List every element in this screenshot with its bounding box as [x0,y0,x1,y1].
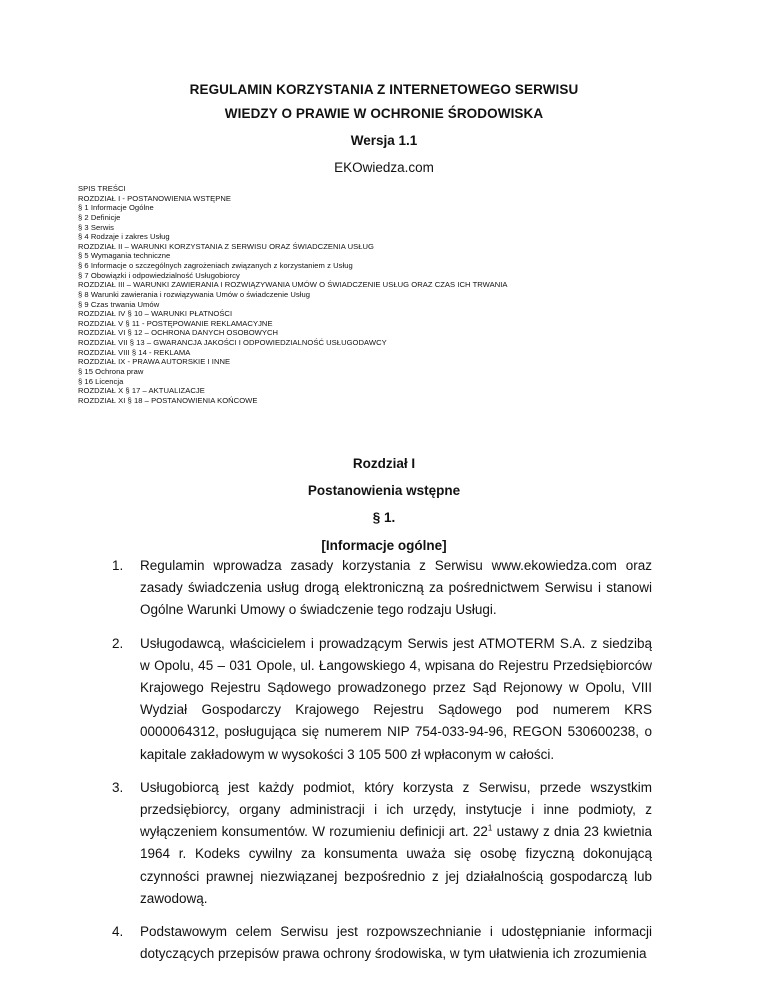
toc-line: ROZDZIAŁ IX - PRAWA AUTORSKIE I INNE [78,357,231,367]
list-item-text: Podstawowym celem Serwisu jest rozpowszechnianie i udostępnianie informacji dotyczących przepisów prawa ochrony środowiska, w tym ułatwienia ich zrozumienia [140,924,652,962]
document-title-line-1: REGULAMIN KORZYSTANIA Z INTERNETOWEGO SERWISU [189,82,579,97]
list-item-number: 1. [112,558,124,573]
superscript: 1 [487,823,493,833]
toc-line: § 1 Informacje Ogólne [78,203,154,213]
list-item-text: Regulamin wprowadza zasady korzystania z Serwisu www.ekowiedza.com oraz zasady świadczenia usług drogą elektroniczną za pośrednictwem Serwisu i stanowi Ogólne Warunki Umowy o świadczenie tego rodzaju Usługi. [140,558,652,618]
toc-line: ROZDZIAŁ V § 11 - POSTĘPOWANIE REKLAMACYJNE [78,318,273,328]
document-version: Wersja 1.1 [350,133,418,148]
toc-line: ROZDZIAŁ IV § 10 – WARUNKI PŁATNOŚCI [78,309,233,319]
list-item [112,777,652,910]
chapter-subheading: Postanowienia wstępne [307,483,461,498]
list-item-number: 2. [112,635,124,651]
toc-line: § 3 Serwis [78,222,114,232]
toc-line: § 6 Informacje o szczególnych zagrożeniach związanych z korzystaniem z Usług [78,261,353,270]
numbered-list [112,555,652,976]
toc-line: SPIS TREŚCI [78,184,126,193]
toc-line: § 5 Wymagania techniczne [78,251,171,261]
paragraph-title: [Informacje ogólne] [321,538,447,553]
paragraph-number: § 1. [372,510,396,525]
list-item [112,555,652,622]
list-item [112,921,652,965]
toc-line: § 9 Czas trwania Umów [78,299,160,309]
toc-line: ROZDZIAŁ XI § 18 – POSTANOWIENIA KOŃCOWE [78,395,258,405]
document-title-line-2: WIEDZY O PRAWIE W OCHRONIE ŚRODOWISKA [224,106,544,121]
toc-line: ROZDZIAŁ II – WARUNKI KORZYSTANIA Z SERWISU ORAZ ŚWIADCZENIA USŁUG [78,241,374,251]
toc-line: ROZDZIAŁ III – WARUNKI ZAWIERANIA I ROZWIĄZYWANIA UMÓW O ŚWIADCZENIE USŁUG ORAZ CZAS ICH TRWANIA [78,280,508,290]
toc-line: ROZDZIAŁ I - POSTANOWIENIA WSTĘPNE [78,193,232,203]
toc-line: ROZDZIAŁ X § 17 – AKTUALIZACJE [78,386,205,396]
list-item [112,633,652,766]
toc-line: ROZDZIAŁ VII § 13 – GWARANCJA JAKOŚCI I ODPOWIEDZIALNOŚĆ USŁUGODAWCY [78,338,387,347]
list-item-text-before: Usługobiorcą jest każdy podmiot, który korzysta z Serwisu, przede wszystkim przedsiębiorcy, organy administracji i ich urzędy, instytucje i inne podmioty, z wyłączeniem konsumentów. W rozumieniu definicji art. 22 [140,779,652,840]
list-item-text-after: ustawy z dnia 23 kwietnia 1964 r. Kodeks cywilny za konsumenta uważa się osobę fizyczną dokonującą czynności prawnej niezwiązanej bezpośrednio z jej działalnością gospodarczą lub zawodową. [140,824,652,906]
toc-line: § 7 Obowiązki i odpowiedzialność Usługobiorcy [78,270,240,280]
table-of-contents [78,184,718,405]
list-item-number: 3. [112,779,124,795]
list-item-number: 4. [112,924,124,940]
toc-line: § 2 Definicje [78,212,121,222]
toc-line: § 15 Ochrona praw [78,366,144,376]
list-item-text: Usługodawcą, właścicielem i prowadzącym Serwis jest ATMOTERM S.A. z siedzibą w Opolu, 45 – 031 Opole, ul. Łangowskiego 4, wpisana do Rejestru Przedsiębiorców Krajowego Rejestru Sądowego prowadzonego przez Sąd Rejonowy w Opolu, VIII Wydział Gospodarczy Krajowego Rejestru Sądowego pod numerem KRS 0000064312, posługująca się numerem NIP 754-033-94-96, REGON 530600238, o kapitale zakładowym w wysokości 3 105 500 zł wpłaconym w całości. [140,635,652,762]
toc-line: ROZDZIAŁ VIII § 14 - REKLAMA [78,347,191,357]
toc-line: ROZDZIAŁ VI § 12 – OCHRONA DANYCH OSOBOWYCH [78,328,279,338]
chapter-heading: Rozdział I [352,456,416,471]
toc-line: § 4 Rodzaje i zakres Usług [78,232,170,242]
toc-line: § 16 Licencja [78,376,124,386]
site-name: EKOwiedza.com [334,160,434,175]
toc-line: § 8 Warunki zawierania i rozwiązywania Umów o świadczenie Usług [78,289,311,299]
